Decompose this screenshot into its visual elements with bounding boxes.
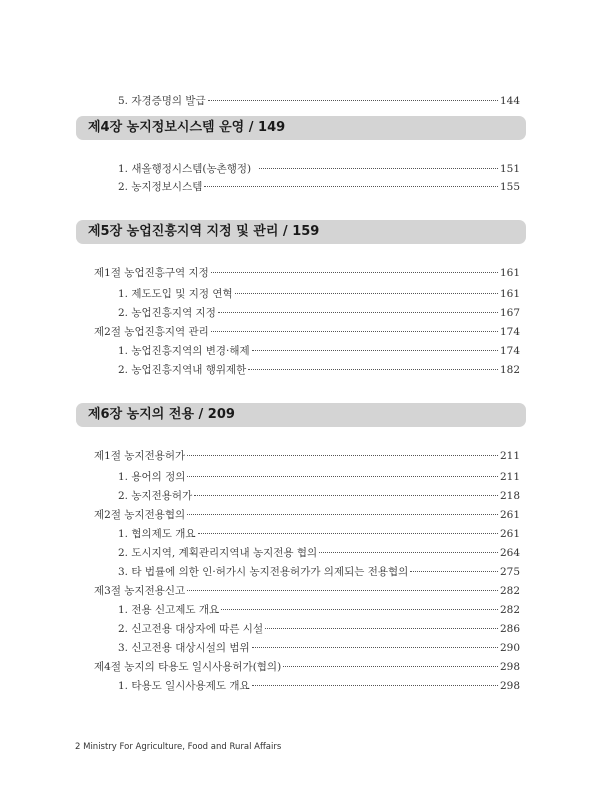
toc-entry-title: 제2절 농업진흥지역 관리 bbox=[94, 326, 209, 338]
toc-entry-page: 275 bbox=[499, 566, 520, 578]
leader-dots bbox=[283, 666, 498, 667]
toc-entry-page: 144 bbox=[499, 95, 520, 107]
toc-entry-page: 161 bbox=[499, 288, 520, 300]
toc-entry-page: 155 bbox=[499, 181, 520, 193]
toc-entry[interactable] bbox=[118, 470, 520, 484]
toc-entry[interactable] bbox=[94, 660, 520, 674]
toc-entry-title: 2. 농업진흥지역 지정 bbox=[118, 307, 216, 319]
leader-dots bbox=[248, 369, 498, 370]
toc-entry-title: 2. 농지전용허가 bbox=[118, 490, 193, 502]
page-footer: 2 Ministry For Agriculture, Food and Rural Affairs bbox=[75, 742, 282, 752]
leader-dots bbox=[208, 100, 498, 101]
toc-entry-page: 282 bbox=[499, 585, 520, 597]
toc-entry[interactable] bbox=[118, 546, 520, 560]
leader-dots bbox=[218, 312, 498, 313]
toc-entry[interactable] bbox=[118, 94, 520, 108]
toc-entry-page: 298 bbox=[499, 680, 520, 692]
toc-entry-page: 174 bbox=[499, 345, 520, 357]
toc-entry-title: 5. 자경증명의 발급 bbox=[118, 95, 206, 107]
leader-dots bbox=[221, 609, 498, 610]
leader-dots bbox=[410, 571, 498, 572]
toc-entry[interactable] bbox=[118, 603, 520, 617]
leader-dots bbox=[259, 168, 498, 169]
toc-entry-title: 제1절 농업진흥구역 지정 bbox=[94, 267, 209, 279]
toc-entry-title: 3. 타 법률에 의한 인·허가시 농지전용허가가 의제되는 전용협의 bbox=[118, 566, 409, 578]
chapter-heading[interactable]: 제5장 농업진흥지역 지정 및 관리 / 159 bbox=[76, 220, 526, 244]
toc-entry-title: 제2절 농지전용협의 bbox=[94, 509, 186, 521]
toc-entry-title: 제3절 농지전용신고 bbox=[94, 585, 186, 597]
toc-entry-title: 1. 전용 신고제도 개요 bbox=[118, 604, 220, 616]
toc-entry-title: 2. 도시지역, 계획관리지역내 농지전용 협의 bbox=[118, 547, 318, 559]
leader-dots bbox=[194, 495, 498, 496]
leader-dots bbox=[265, 628, 498, 629]
toc-entry[interactable] bbox=[118, 306, 520, 320]
toc-entry-title: 3. 신고전용 대상시설의 범위 bbox=[118, 642, 250, 654]
toc-entry-title: 2. 신고전용 대상자에 따른 시설 bbox=[118, 623, 264, 635]
leader-dots bbox=[187, 590, 498, 591]
toc-entry-page: 264 bbox=[499, 547, 520, 559]
toc-entry-page: 211 bbox=[499, 471, 520, 483]
toc-entry-page: 298 bbox=[499, 661, 520, 673]
leader-dots bbox=[204, 186, 498, 187]
leader-dots bbox=[187, 476, 498, 477]
toc-entry-page: 261 bbox=[499, 509, 520, 521]
toc-entry[interactable] bbox=[118, 344, 520, 358]
toc-entry[interactable] bbox=[94, 508, 520, 522]
toc-entry[interactable] bbox=[118, 527, 520, 541]
toc-entry-title: 1. 농업진흥지역의 변경·해제 bbox=[118, 345, 250, 357]
chapter-heading[interactable]: 제6장 농지의 전용 / 209 bbox=[76, 403, 526, 427]
toc-entry-page: 161 bbox=[499, 267, 520, 279]
toc-entry[interactable] bbox=[118, 180, 520, 194]
leader-dots bbox=[235, 293, 498, 294]
toc-entry[interactable] bbox=[94, 325, 520, 339]
toc-entry-page: 282 bbox=[499, 604, 520, 616]
leader-dots bbox=[252, 685, 498, 686]
leader-dots bbox=[187, 514, 498, 515]
toc-entry-page: 218 bbox=[499, 490, 520, 502]
toc-entry-title: 제4절 농지의 타용도 일시사용허가(협의) bbox=[94, 661, 282, 673]
toc-entry-page: 261 bbox=[499, 528, 520, 540]
toc-entry[interactable] bbox=[118, 679, 520, 693]
leader-dots bbox=[211, 331, 498, 332]
toc-entry[interactable] bbox=[94, 449, 520, 463]
toc-entry[interactable] bbox=[118, 565, 520, 579]
toc-entry-title: 1. 새올행정시스템(농촌행정) bbox=[118, 163, 252, 175]
leader-dots bbox=[252, 350, 498, 351]
leader-dots bbox=[198, 533, 498, 534]
toc-entry[interactable] bbox=[118, 622, 520, 636]
toc-entry-page: 151 bbox=[499, 163, 520, 175]
toc-entry-page: 182 bbox=[499, 364, 520, 376]
toc-entry[interactable] bbox=[94, 266, 520, 280]
toc-entry-page: 174 bbox=[499, 326, 520, 338]
toc-entry-title: 2. 농업진흥지역내 행위제한 bbox=[118, 364, 247, 376]
toc-entry[interactable] bbox=[94, 584, 520, 598]
toc-entry-page: 211 bbox=[499, 450, 520, 462]
toc-entry-title: 1. 제도도입 및 지정 연혁 bbox=[118, 288, 233, 300]
toc-entry-title: 1. 타용도 일시사용제도 개요 bbox=[118, 680, 250, 692]
leader-dots bbox=[319, 552, 498, 553]
toc-entry[interactable] bbox=[118, 363, 520, 377]
toc-entry-title: 1. 협의제도 개요 bbox=[118, 528, 196, 540]
toc-entry[interactable] bbox=[118, 287, 520, 301]
chapter-heading[interactable]: 제4장 농지정보시스템 운영 / 149 bbox=[76, 116, 526, 140]
leader-dots bbox=[252, 647, 498, 648]
toc-entry-page: 290 bbox=[499, 642, 520, 654]
toc-entry-page: 167 bbox=[499, 307, 520, 319]
leader-dots bbox=[187, 455, 498, 456]
toc-entry[interactable] bbox=[118, 489, 520, 503]
toc-entry-title: 제1절 농지전용허가 bbox=[94, 450, 186, 462]
toc-entry-title: 1. 용어의 정의 bbox=[118, 471, 186, 483]
toc-entry[interactable] bbox=[118, 641, 520, 655]
toc-entry-title: 2. 농지정보시스템 bbox=[118, 181, 203, 193]
toc-entry[interactable] bbox=[118, 162, 520, 176]
toc-entry-page: 286 bbox=[499, 623, 520, 635]
leader-dots bbox=[211, 272, 498, 273]
